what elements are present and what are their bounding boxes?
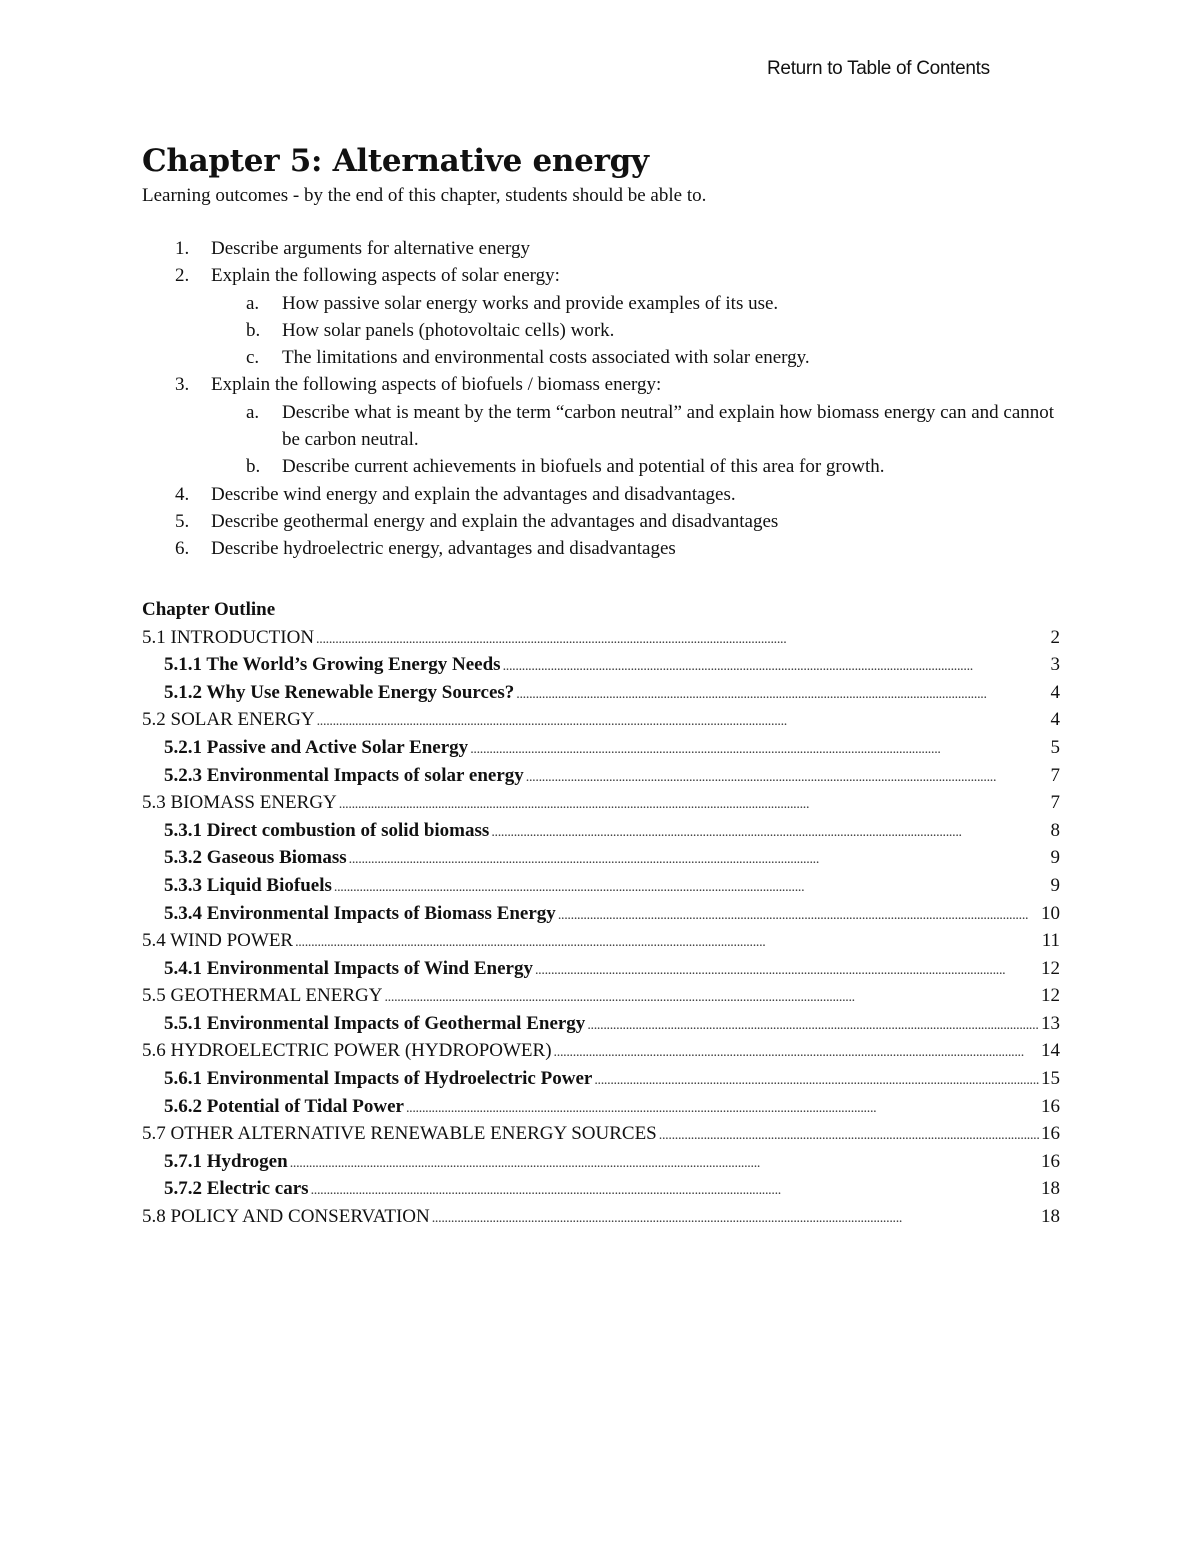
toc-entry[interactable] [142,651,1060,679]
outcome-item [142,262,1060,371]
outcome-text: Describe geothermal energy and explain the advantages and disadvantages [211,510,779,532]
toc-entry[interactable] [142,1093,1060,1121]
toc-entry-label: 5.2 SOLAR ENERGY [142,709,315,731]
toc-entry[interactable] [142,706,1060,734]
toc-entry-label: 5.1.2 Why Use Renewable Energy Sources? [164,681,515,703]
toc-entry-label: 5.7 OTHER ALTERNATIVE RENEWABLE ENERGY SOURCES [142,1123,657,1145]
outcome-item [142,508,1060,535]
toc-entry-page-number: 4 [1050,709,1060,731]
toc-entry-label: 5.6 HYDROELECTRIC POWER (HYDROPOWER) [142,1040,552,1062]
page-content [142,140,1060,1231]
toc-dot-leader [587,1012,1039,1040]
toc-dot-leader [432,1205,1039,1233]
toc-dot-leader [558,902,1039,930]
toc-entry-page-number: 5 [1050,736,1060,758]
toc-entry-label: 5.5 GEOTHERMAL ENERGY [142,985,383,1007]
toc-entry[interactable] [142,1203,1060,1231]
toc-entry-label: 5.1.1 The World’s Growing Energy Needs [164,654,501,676]
toc-entry-page-number: 2 [1050,626,1060,648]
outcome-number: 6. [175,538,190,560]
toc-dot-leader [659,1122,1039,1150]
toc-entry[interactable] [142,955,1060,983]
toc-dot-leader [349,846,1049,874]
toc-entry-page-number: 16 [1041,1095,1060,1117]
toc-entry-page-number: 16 [1041,1150,1060,1172]
learning-outcomes-list [142,235,1060,563]
outcome-sublist [211,399,1060,481]
outcome-subitem-letter: a. [246,401,260,423]
toc-entry-page-number: 16 [1041,1123,1060,1145]
chapter-outline [142,624,1060,1231]
toc-entry-page-number: 7 [1050,764,1060,786]
toc-entry-label: 5.3.2 Gaseous Biomass [164,847,347,869]
toc-entry[interactable] [142,982,1060,1010]
toc-entry-page-number: 13 [1041,1012,1060,1034]
toc-entry-page-number: 3 [1050,654,1060,676]
toc-entry-label: 5.3.3 Liquid Biofuels [164,874,332,896]
outcome-subitem [211,317,1060,344]
toc-entry[interactable] [142,1120,1060,1148]
toc-dot-leader [290,1150,1039,1178]
toc-dot-leader [406,1095,1039,1123]
outcome-subitem [211,399,1060,454]
outcome-text: Describe wind energy and explain the advantages and disadvantages. [211,483,736,505]
toc-entry-page-number: 15 [1041,1068,1060,1090]
toc-entry-label: 5.4 WIND POWER [142,930,294,952]
outcome-sublist [211,290,1060,372]
return-to-toc-link[interactable]: Return to Table of Contents [767,58,990,79]
toc-entry-label: 5.1 INTRODUCTION [142,626,315,648]
outcome-number: 4. [175,483,190,505]
toc-entry-label: 5.3.4 Environmental Impacts of Biomass Energy [164,902,556,924]
outcome-text: Explain the following aspects of biofuels / biomass energy: [211,374,662,396]
toc-entry[interactable] [142,1010,1060,1038]
toc-entry-label: 5.6.2 Potential of Tidal Power [164,1095,404,1117]
outcome-subitem-letter: c. [246,347,260,369]
outcome-text: Describe arguments for alternative energy [211,238,531,259]
toc-dot-leader [503,653,1049,681]
toc-entry[interactable] [142,844,1060,872]
toc-entry-page-number: 14 [1041,1040,1060,1062]
toc-entry-label: 5.7.1 Hydrogen [164,1150,288,1172]
toc-dot-leader [470,736,1048,764]
outcome-number: 3. [175,374,190,396]
outcome-subitem-letter: b. [246,319,261,341]
toc-entry-page-number: 11 [1041,930,1060,952]
toc-dot-leader [516,681,1048,709]
outcome-subitem-letter: b. [246,456,261,478]
toc-entry[interactable] [142,624,1060,652]
toc-entry[interactable] [142,679,1060,707]
outcome-text: Describe hydroelectric energy, advantages and disadvantages [211,538,676,560]
toc-entry-page-number: 10 [1041,902,1060,924]
toc-entry-page-number: 12 [1041,985,1060,1007]
toc-entry[interactable] [142,762,1060,790]
outcome-item [142,235,1060,262]
outcome-number: 1. [175,238,190,259]
toc-dot-leader [339,791,1049,819]
toc-entry-page-number: 9 [1050,847,1060,869]
toc-entry[interactable] [142,1175,1060,1203]
toc-entry-label: 5.3.1 Direct combustion of solid biomass [164,819,490,841]
outcome-subitem [211,290,1060,317]
outcome-subitem-text: How solar panels (photovoltaic cells) work. [282,319,615,341]
outcome-item [142,481,1060,508]
toc-entry-label: 5.6.1 Environmental Impacts of Hydroelectric Power [164,1068,593,1090]
toc-entry[interactable] [142,734,1060,762]
toc-entry-page-number: 8 [1050,819,1060,841]
toc-entry-label: 5.2.1 Passive and Active Solar Energy [164,736,469,758]
outcome-number: 2. [175,265,190,287]
toc-dot-leader [526,764,1049,792]
toc-entry[interactable] [142,1037,1060,1065]
outcome-subitem [211,453,1060,480]
outcome-text: Explain the following aspects of solar energy: [211,265,560,287]
outcome-subitem-letter: a. [246,292,260,314]
toc-dot-leader [311,1177,1039,1205]
toc-entry-page-number: 18 [1041,1178,1060,1200]
toc-entry-label: 5.2.3 Environmental Impacts of solar energy [164,764,524,786]
toc-entry-page-number: 18 [1041,1206,1060,1228]
toc-entry[interactable] [142,927,1060,955]
toc-dot-leader [317,708,1049,736]
toc-dot-leader [334,874,1049,902]
toc-entry[interactable] [142,789,1060,817]
outcome-subitem-text: Describe what is meant by the term “carbon neutral” and explain how biomass energy can and cannot be carbon neutral. [282,401,1055,451]
toc-entry-page-number: 7 [1050,792,1060,814]
outcome-item [142,535,1060,562]
toc-dot-leader [554,1039,1039,1067]
toc-entry[interactable] [142,900,1060,928]
toc-dot-leader [295,929,1040,957]
outcome-subitem [211,344,1060,371]
outcome-item [142,371,1060,480]
outcome-subitem-text: The limitations and environmental costs associated with solar energy. [282,347,810,369]
toc-entry-label: 5.4.1 Environmental Impacts of Wind Energy [164,957,533,979]
toc-entry[interactable] [142,872,1060,900]
toc-entry[interactable] [142,1148,1060,1176]
toc-dot-leader [491,819,1048,847]
toc-entry[interactable] [142,817,1060,845]
toc-entry-label: 5.8 POLICY AND CONSERVATION [142,1206,430,1228]
toc-dot-leader [384,984,1039,1012]
toc-entry-page-number: 12 [1041,957,1060,979]
outcome-subitem-text: Describe current achievements in biofuels and potential of this area for growth. [282,456,885,478]
toc-entry-label: 5.7.2 Electric cars [164,1178,309,1200]
chapter-title: Chapter 5: Alternative energy [142,143,649,179]
toc-entry-page-number: 9 [1050,874,1060,896]
toc-dot-leader [316,626,1048,654]
toc-entry-label: 5.3 BIOMASS ENERGY [142,792,337,814]
outcome-subitem-text: How passive solar energy works and provide examples of its use. [282,292,779,314]
learning-outcomes-intro: Learning outcomes - by the end of this chapter, students should be able to. [142,185,707,206]
toc-dot-leader [594,1067,1039,1095]
outcome-number: 5. [175,510,190,532]
toc-entry-page-number: 4 [1050,681,1060,703]
toc-entry[interactable] [142,1065,1060,1093]
toc-entry-label: 5.5.1 Environmental Impacts of Geothermal Energy [164,1012,586,1034]
chapter-outline-title: Chapter Outline [142,598,276,620]
toc-dot-leader [535,957,1039,985]
